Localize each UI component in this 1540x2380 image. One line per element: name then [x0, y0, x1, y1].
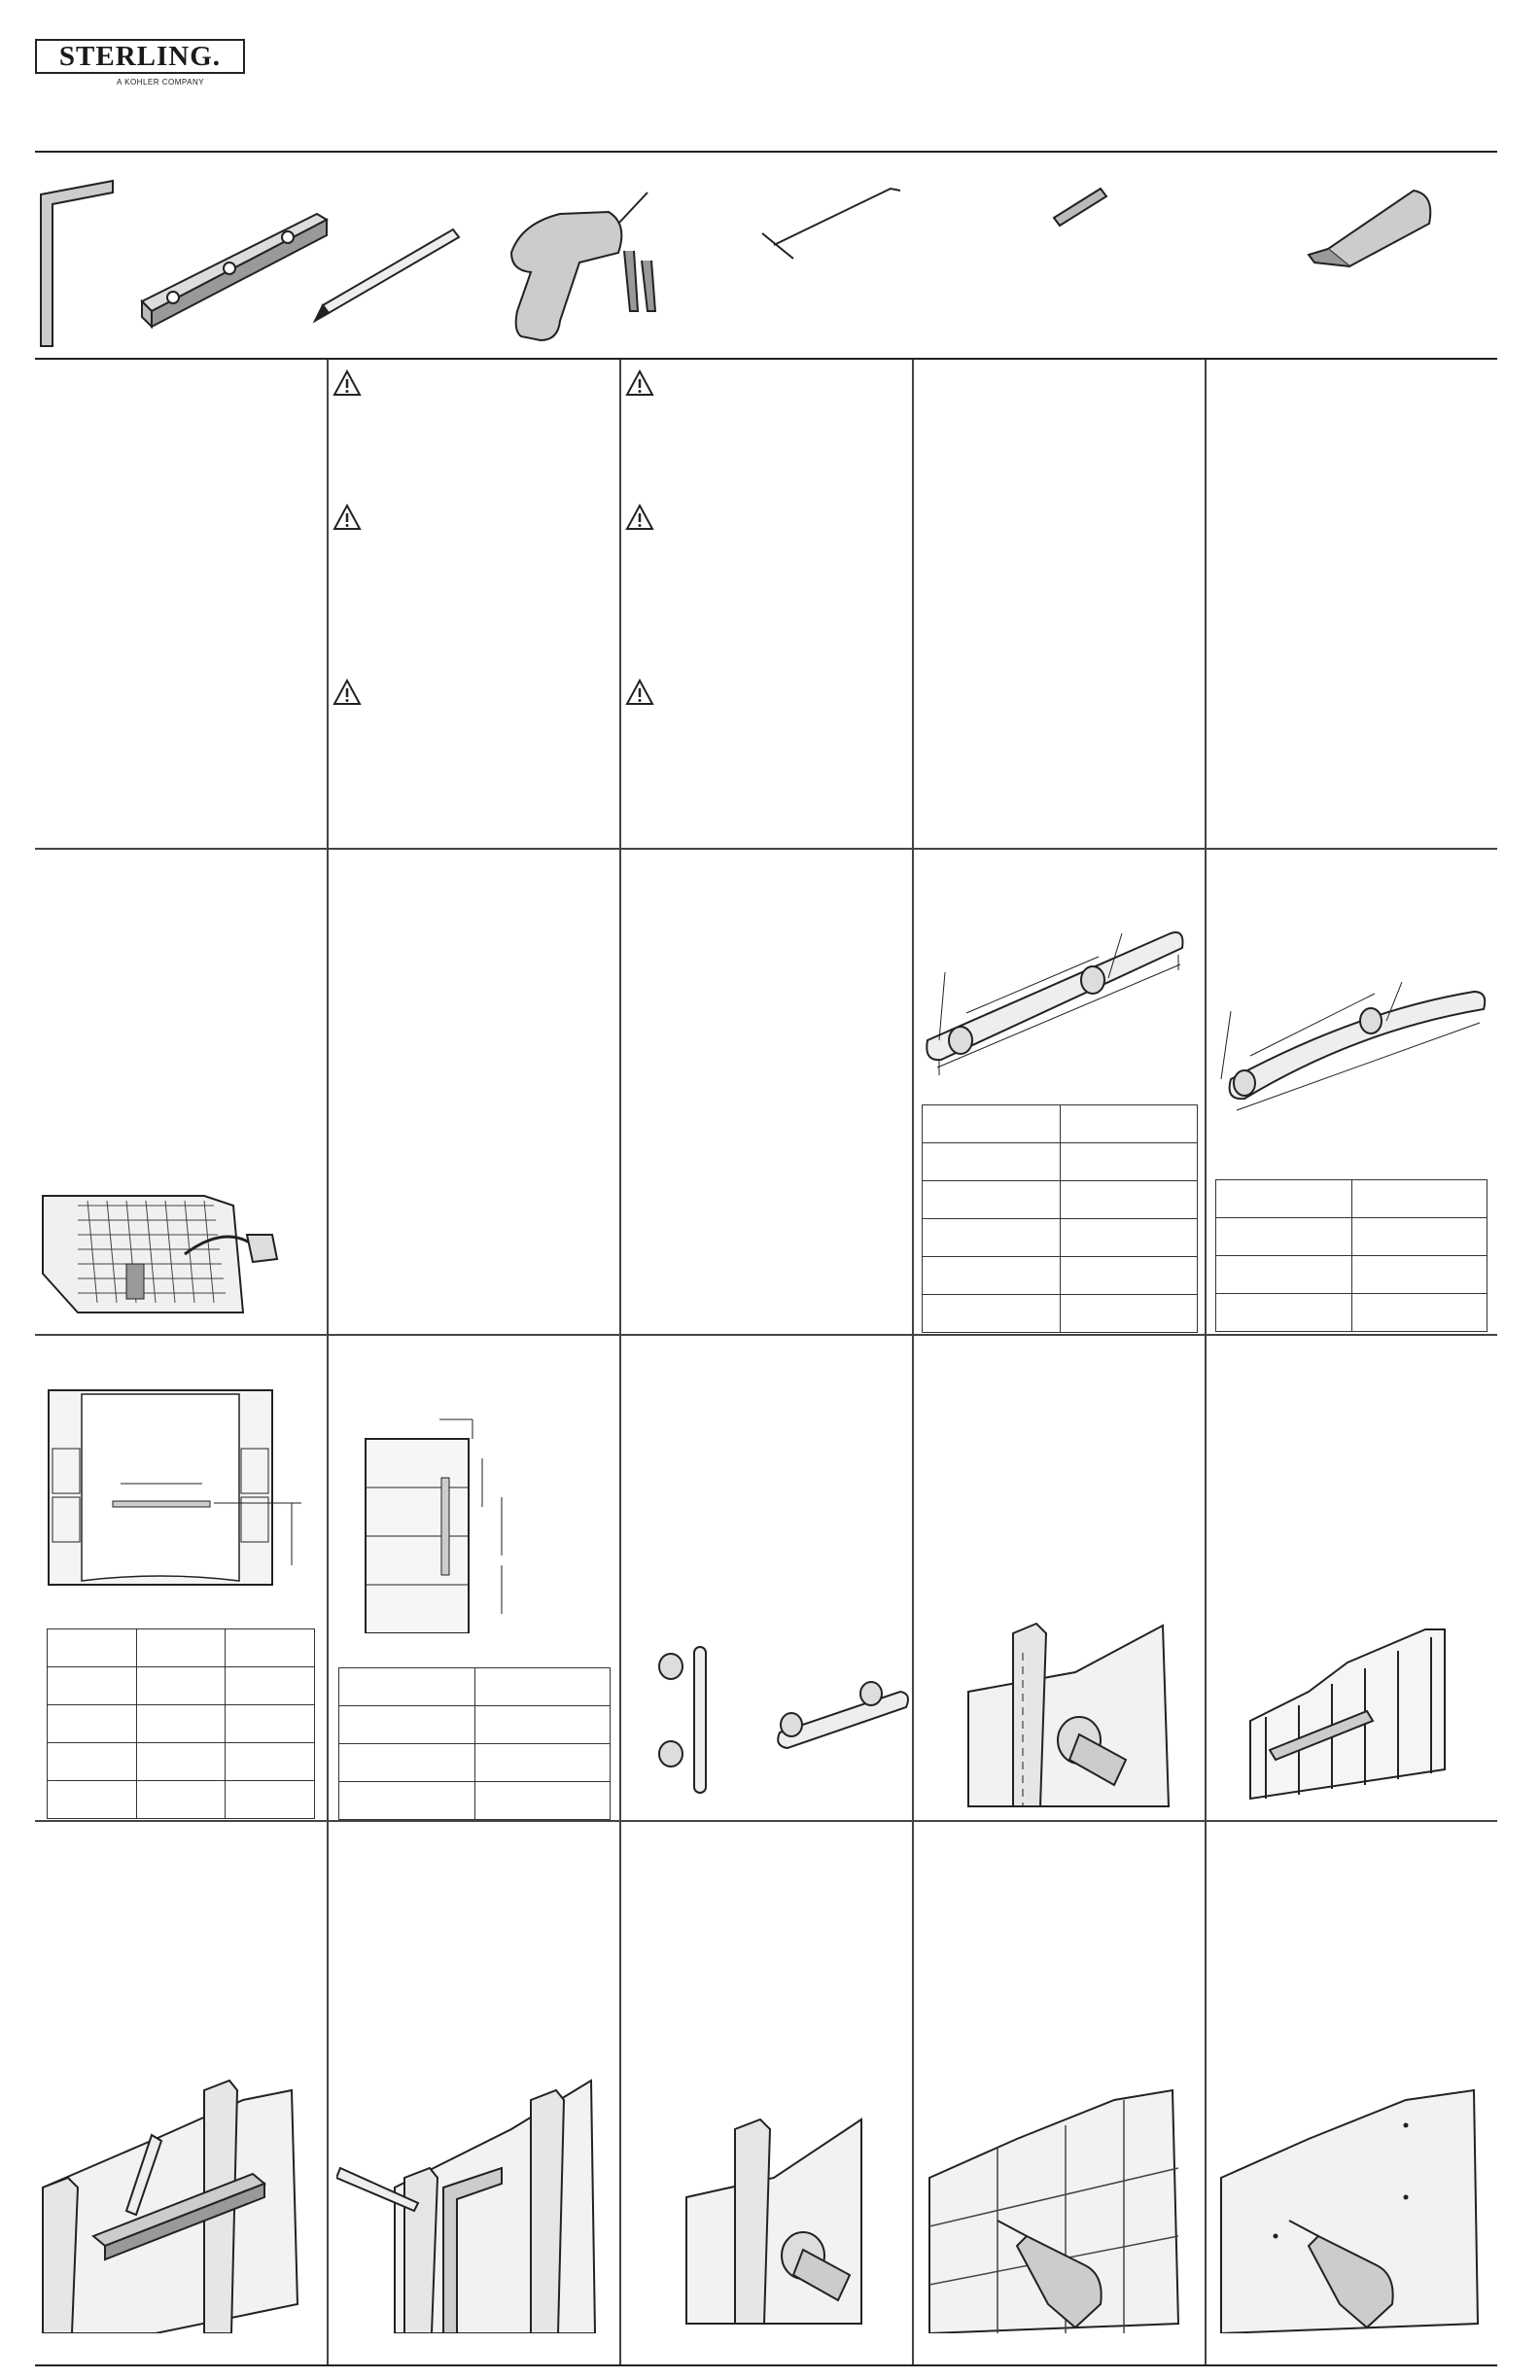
grab-bar-curved-diagram: [1211, 953, 1493, 1118]
square-icon: [41, 181, 113, 346]
grid-divider: [912, 360, 914, 2364]
instruction-grid: [35, 358, 1497, 2366]
pencil-icon: [315, 229, 459, 321]
level-marking-illustration: [39, 2051, 321, 2333]
drilling-wall-illustration: [1211, 2071, 1493, 2333]
shower-enclosure-front-diagram: [39, 1381, 321, 1594]
drilling-tile-wall-illustration: [920, 2071, 1202, 2333]
spec-table: [1215, 1179, 1488, 1332]
grab-bar-orientations-illustration: [628, 1624, 910, 1808]
grid-divider: [35, 848, 1497, 850]
warning-icon: [332, 679, 362, 706]
grid-divider: [327, 360, 329, 2364]
brand-tagline: A KOHLER COMPANY: [117, 78, 205, 87]
brand-logo: STERLING.: [35, 39, 245, 74]
header-rule: [35, 151, 1497, 153]
flange-on-wall-illustration: [920, 1614, 1202, 1818]
sealant-tube-icon: [1309, 191, 1430, 266]
grid-divider: [35, 1820, 1497, 1822]
square-marking-illustration: [336, 2042, 609, 2333]
warning-icon: [332, 504, 362, 531]
grid-divider: [35, 1334, 1497, 1336]
spec-table: [338, 1667, 611, 1820]
warning-icon: [625, 679, 654, 706]
grid-divider: [1205, 360, 1207, 2364]
spec-table: [922, 1104, 1198, 1333]
drill-icon: [511, 192, 655, 340]
hex-key-icon: [762, 189, 900, 259]
shower-floor-illustration: [39, 1186, 321, 1322]
vertical-bar-placement-diagram: [346, 1400, 609, 1633]
wall-blocking-illustration: [1231, 1624, 1493, 1808]
tool-strip: [35, 165, 1497, 350]
flange-placement-illustration: [628, 2090, 910, 2333]
warning-icon: [332, 369, 362, 397]
screwdriver-bit-icon: [1054, 189, 1106, 226]
grid-divider: [619, 360, 621, 2364]
warning-icon: [625, 369, 654, 397]
warning-icon: [625, 504, 654, 531]
grab-bar-straight-diagram: [918, 904, 1200, 1079]
spec-table: [47, 1628, 315, 1819]
level-icon: [142, 214, 327, 327]
